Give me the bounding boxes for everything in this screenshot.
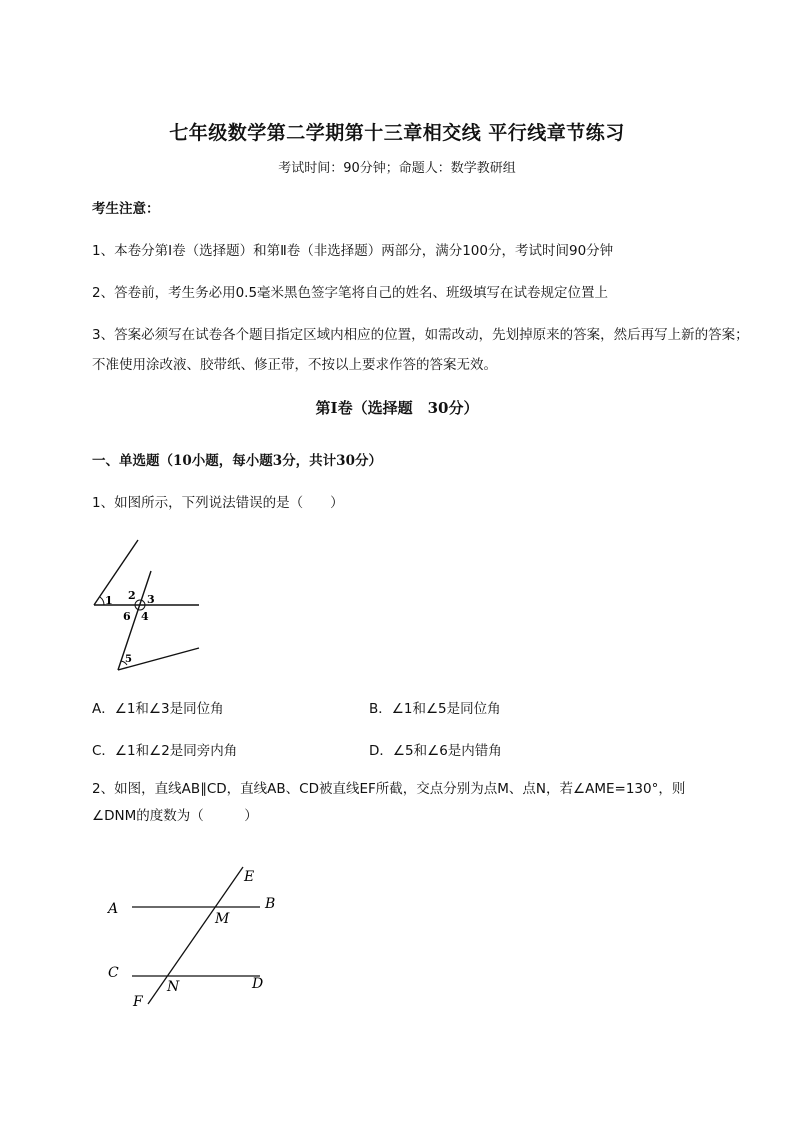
page-title: 七年级数学第二学期第十三章相交线 平行线章节练习 [169,122,625,144]
notice-item-1: 1、本卷分第I卷（选择题）和第Ⅱ卷（非选择题）两部分，满分100分，考试时间90分钟 [92,243,614,259]
notice-item-3: 3、答案必须写在试卷各个题目指定区域内相应的位置，如需改动，先划掉原来的答案，然后再写上新的答案；不准使用涂改液、胶带纸、修正带，不按以上要求作答的答案无效。 [92,327,749,373]
point-label-a: A [108,901,119,917]
point-label-m: M [215,911,230,927]
option-b[interactable]: B．∠1和∠5是同位角 [369,701,501,717]
point-label-c: C [108,965,119,981]
section-title: 第I卷（选择题 30分） [315,399,479,417]
exam-info: 考试时间：90分钟；命题人：数学教研组 [278,161,516,176]
point-label-e: E [244,869,255,885]
point-label-n: N [167,979,180,995]
part-heading: 一、单选题（10小题，每小题3分，共计30分） [92,453,382,469]
question-2-stem-line-2: ∠DNM的度数为（ ） [92,808,258,824]
angle-label-3: 3 [147,593,155,606]
angle-label-5: 5 [125,654,132,665]
point-label-f: F [133,994,143,1010]
option-a[interactable]: A．∠1和∠3是同位角 [92,701,224,717]
line-ef [148,867,243,1004]
notice-item-2: 2、答卷前，考生务必用0.5毫米黑色签字笔将自己的姓名、班级填写在试卷规定位置上 [92,285,609,301]
question-1-figure [88,538,208,673]
angle-label-6: 6 [123,610,131,623]
notice-heading: 考生注意： [92,201,160,217]
angle-label-1: 1 [105,594,113,607]
option-c[interactable]: C．∠1和∠2是同旁内角 [92,743,238,759]
point-label-d: D [252,976,264,992]
question-2-stem-line-1: 2、如图，直线AB∥CD，直线AB、CD被直线EF所截，交点分别为点M、点N，若∠AME=130°，则 [92,781,686,797]
question-2-figure [100,862,290,1012]
angle-label-4: 4 [141,610,149,623]
point-label-b: B [265,896,276,912]
angle-label-2: 2 [128,589,136,602]
question-1-stem: 1、如图所示，下列说法错误的是（ ） [92,495,344,511]
option-d[interactable]: D．∠5和∠6是内错角 [369,743,502,759]
angle-1-arc [100,597,104,605]
